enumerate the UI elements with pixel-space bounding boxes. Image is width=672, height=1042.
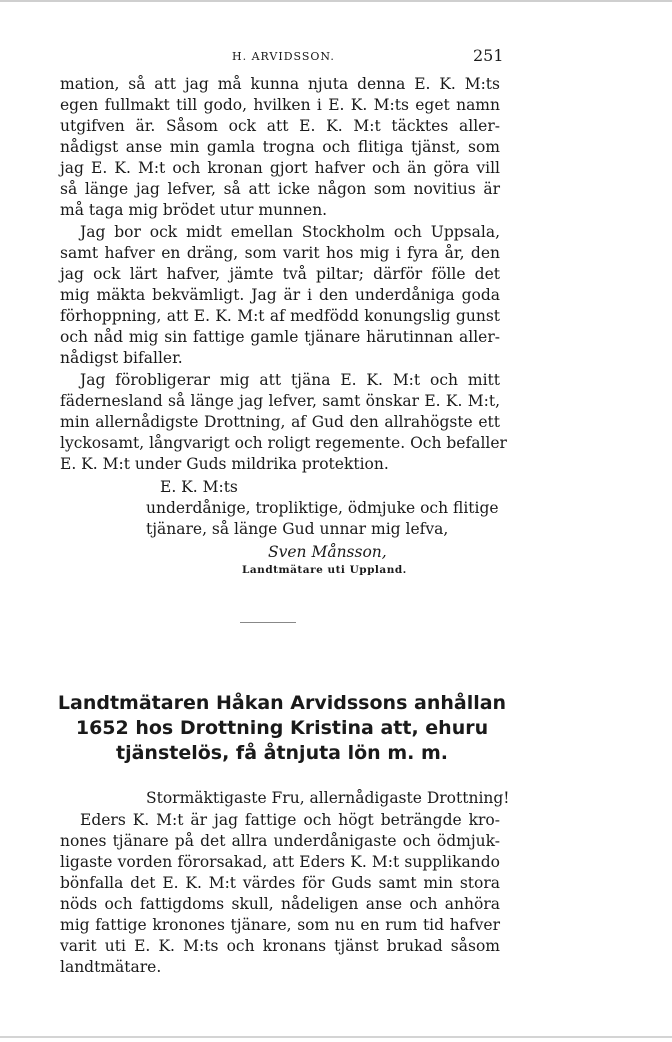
closing-line: E. K. M:ts — [160, 478, 238, 496]
text-line: Jag förobligerar mig att tjäna E. K. M:t och mitt — [80, 371, 500, 389]
text-line: Jag bor ock midt emellan Stockholm och Uppsala, — [80, 223, 500, 241]
text-line: lyckosamt, långvarigt och roligt regemente. Och befaller — [60, 434, 507, 452]
text-line: nöds och fattigdoms skull, nådeligen anse och anhöra — [60, 895, 500, 913]
text-line: varit uti E. K. M:ts och kronans tjänst brukad såsom — [60, 937, 500, 955]
text-line: nådigst anse min gamla trogna och flitiga tjänst, som — [60, 138, 500, 156]
section-heading-line: tjänstelös, få åtnjuta lön m. m. — [116, 742, 448, 764]
salutation: Stormäktigaste Fru, allernådigaste Drottning! — [146, 789, 510, 807]
text-line: må taga mig brödet utur munnen. — [60, 201, 328, 219]
text-line: Eders K. M:t är jag fattige och högt beträngde kro- — [80, 811, 500, 829]
section-heading-line: Landtmätaren Håkan Arvidssons anhållan — [57, 692, 507, 714]
text-line: utgifven är. Såsom ock att E. K. M:t täcktes aller- — [60, 117, 500, 135]
text-line: förhoppning, att E. K. M:t af medfödd konungslig gunst — [60, 307, 500, 325]
running-head: H. ARVIDSSON. — [232, 50, 335, 63]
signer-name: Sven Månsson, — [268, 543, 387, 561]
text-line: jag ock lärt hafver, jämte två piltar; därför fölle det — [60, 265, 500, 283]
text-line: mation, så att jag må kunna njuta denna E. K. M:ts — [60, 75, 500, 93]
section-heading-line: 1652 hos Drottning Kristina att, ehuru — [75, 717, 489, 739]
text-line: och nåd mig sin fattige gamle tjänare härutinnan aller- — [60, 328, 500, 346]
bottom-rule — [0, 1036, 672, 1038]
text-line: bönfalla det E. K. M:t värdes för Guds samt min stora — [60, 874, 500, 892]
text-line: jag E. K. M:t och kronan gjort hafver och än göra vill — [60, 159, 500, 177]
text-line: mig mäkta bekvämligt. Jag är i den underdåniga goda — [60, 286, 500, 304]
closing-line: tjänare, så länge Gud unnar mig lefva, — [146, 520, 449, 538]
text-line: ligaste vorden förorsakad, att Eders K. M:t supplikando — [60, 853, 500, 871]
text-line: min allernådigste Drottning, af Gud den allrahögste ett — [60, 413, 500, 431]
signer-title: Landtmätare uti Uppland. — [242, 564, 407, 576]
text-line: landtmätare. — [60, 958, 162, 976]
page-number: 251 — [473, 46, 504, 65]
text-line: samt hafver en dräng, som varit hos mig i fyra år, den — [60, 244, 500, 262]
text-line: fädernesland så länge jag lefver, samt önskar E. K. M:t, — [60, 392, 500, 410]
text-line: egen fullmakt till godo, hvilken i E. K. M:ts eget namn — [60, 96, 500, 114]
text-line: så länge jag lefver, så att icke någon som novitius är — [60, 180, 500, 198]
closing-line: underdånige, tropliktige, ödmjuke och flitige — [146, 499, 499, 517]
text-line: mig fattige kronones tjänare, som nu en rum tid hafver — [60, 916, 500, 934]
text-line: E. K. M:t under Guds mildrika protektion. — [60, 455, 389, 473]
text-line: nones tjänare på det allra underdånigaste och ödmjuk- — [60, 832, 500, 850]
top-rule — [0, 0, 672, 2]
section-divider — [240, 622, 296, 623]
text-line: nådigst bifaller. — [60, 349, 183, 367]
